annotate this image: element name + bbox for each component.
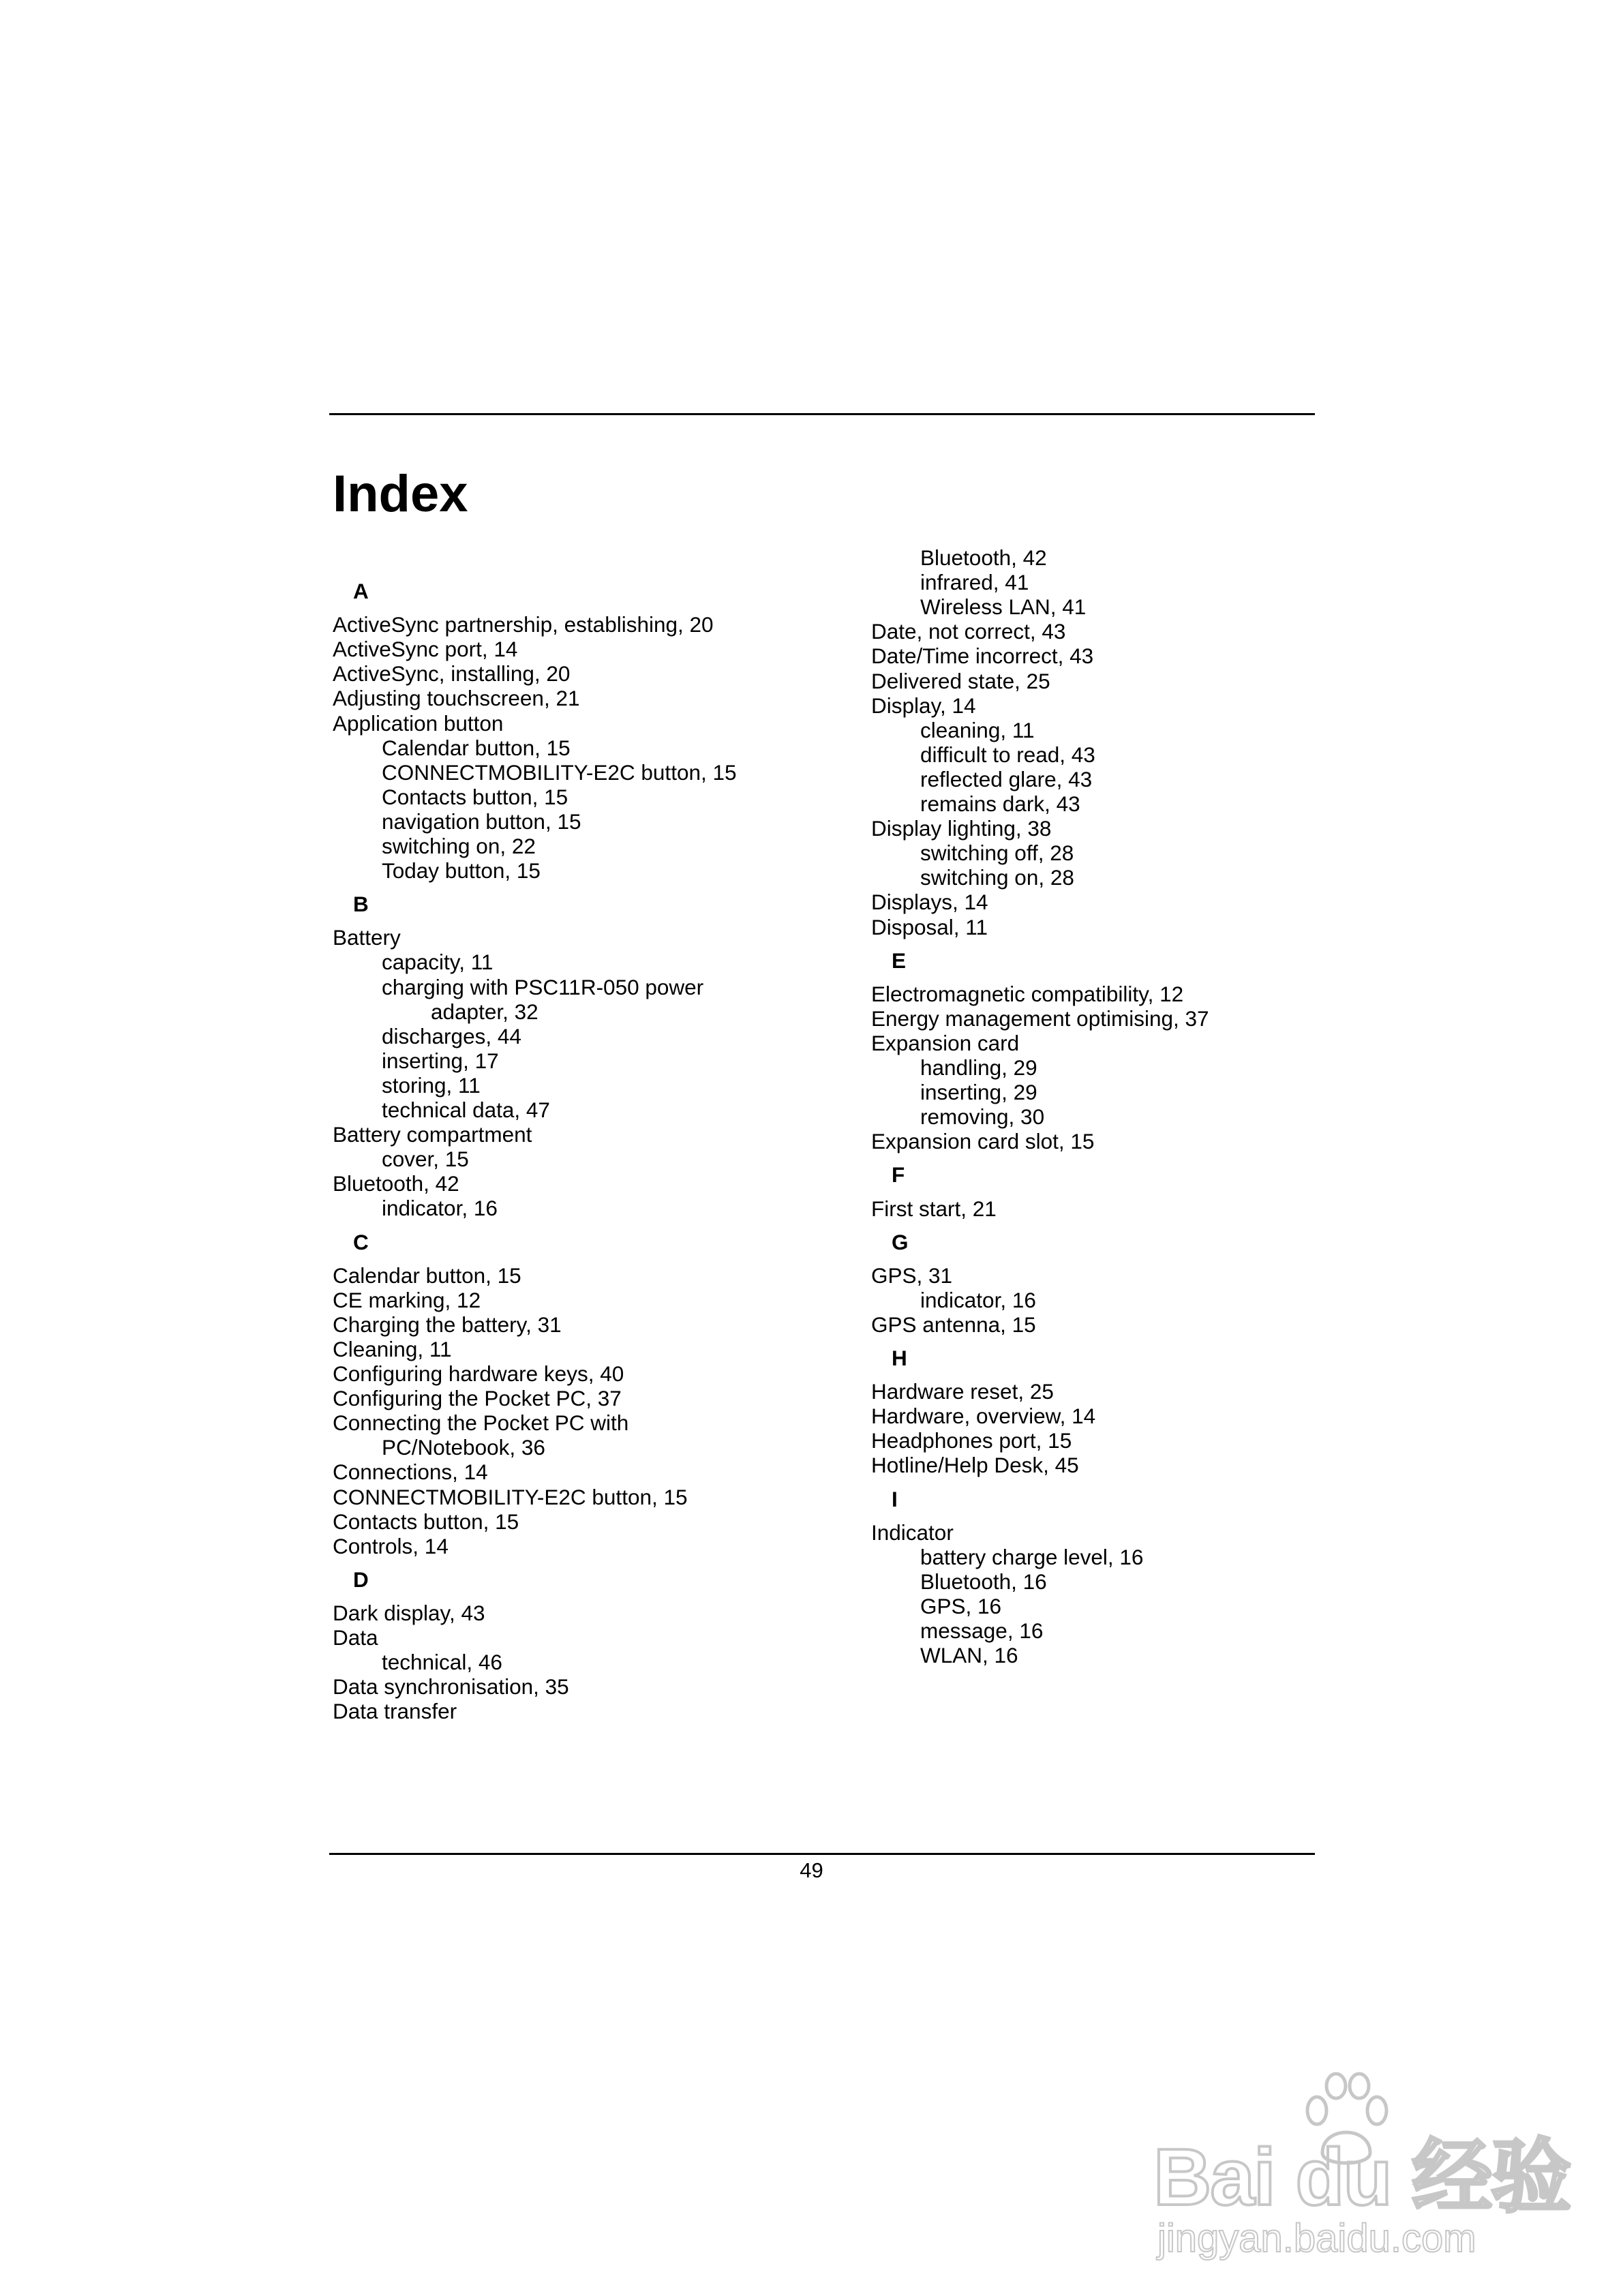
index-section-letter: E [892, 948, 907, 973]
index-entry: Hardware, overview, 14 [871, 1404, 1096, 1429]
index-subentry: handling, 29 [920, 1055, 1037, 1080]
index-entry: ActiveSync port, 14 [333, 637, 518, 662]
index-subentry: indicator, 16 [920, 1287, 1036, 1312]
index-subentry: Calendar button, 15 [382, 735, 571, 760]
index-entry: Expansion card slot, 15 [871, 1129, 1095, 1154]
index-subentry: inserting, 29 [920, 1080, 1037, 1105]
index-entry: First start, 21 [871, 1196, 997, 1221]
baidu-watermark [1153, 2059, 1571, 2263]
index-subentry: charging with PSC11R-050 power [382, 974, 704, 999]
index-section-letter: H [892, 1346, 907, 1370]
bottom-rule [329, 1853, 1315, 1855]
index-subentry: cleaning, 11 [920, 717, 1035, 742]
index-entry: Battery compartment [333, 1122, 532, 1147]
index-entry: Bluetooth, 42 [333, 1171, 459, 1196]
index-entry: Contacts button, 15 [333, 1509, 519, 1534]
index-subentry: Today button, 15 [382, 858, 541, 883]
index-entry: Data transfer [333, 1699, 457, 1724]
index-entry: Connecting the Pocket PC with [333, 1410, 629, 1436]
index-entry: Configuring hardware keys, 40 [333, 1361, 624, 1386]
index-section-letter: G [892, 1229, 909, 1254]
index-subentry: switching off, 28 [920, 841, 1074, 866]
index-section-letter: A [353, 579, 369, 603]
index-entry: Controls, 14 [333, 1533, 449, 1558]
index-subentry: Wireless LAN, 41 [920, 594, 1087, 620]
index-entry: Headphones port, 15 [871, 1428, 1072, 1453]
index-entry: Data [333, 1625, 378, 1650]
index-entry: Hardware reset, 25 [871, 1379, 1054, 1404]
index-entry: Configuring the Pocket PC, 37 [333, 1386, 622, 1411]
index-subentry: remains dark, 43 [920, 791, 1080, 816]
watermark-logo-text: Bai du 经验 [1153, 2132, 1571, 2222]
index-entry: Displays, 14 [871, 890, 988, 915]
index-subentry: infrared, 41 [920, 570, 1029, 595]
index-subentry: GPS, 16 [920, 1593, 1002, 1618]
index-entry: Energy management optimising, 37 [871, 1006, 1209, 1031]
index-subentry: inserting, 17 [382, 1048, 499, 1073]
index-subentry: CONNECTMOBILITY-E2C button, 15 [382, 759, 737, 785]
index-entry: Indicator [871, 1520, 954, 1545]
index-entry: Data synchronisation, 35 [333, 1674, 569, 1700]
index-entry: CONNECTMOBILITY-E2C button, 15 [333, 1484, 688, 1509]
index-entry: Delivered state, 25 [871, 668, 1050, 693]
index-entry: Disposal, 11 [871, 914, 988, 939]
index-section-letter: F [892, 1162, 905, 1188]
index-subentry: technical data, 47 [382, 1098, 550, 1122]
index-entry: ActiveSync partnership, establishing, 20 [333, 612, 714, 637]
index-subentry: battery charge level, 16 [920, 1544, 1144, 1569]
index-subentry: difficult to read, 43 [920, 742, 1095, 767]
index-entry: Date, not correct, 43 [871, 619, 1066, 644]
top-rule [329, 413, 1315, 415]
index-subentry: Contacts button, 15 [382, 784, 568, 809]
index-entry: Application button [333, 710, 504, 736]
index-subentry: switching on, 28 [920, 865, 1074, 890]
index-entry: Dark display, 43 [333, 1600, 485, 1625]
index-entry: Electromagnetic compatibility, 12 [871, 981, 1184, 1006]
index-subentry: Bluetooth, 16 [920, 1569, 1047, 1594]
index-subentry: storing, 11 [382, 1072, 481, 1098]
index-entry: Hotline/Help Desk, 45 [871, 1453, 1079, 1478]
index-subentry: WLAN, 16 [920, 1643, 1018, 1668]
index-entry: Battery [333, 925, 401, 950]
index-subentry: cover, 15 [382, 1147, 469, 1172]
index-section-letter: B [353, 892, 369, 917]
index-section-letter: C [353, 1229, 369, 1254]
page-title: Index [333, 465, 468, 523]
index-entry: GPS, 31 [871, 1263, 953, 1288]
index-entry: Cleaning, 11 [333, 1336, 452, 1361]
index-entry: Connections, 14 [333, 1460, 488, 1485]
index-subentry: discharges, 44 [382, 1023, 521, 1048]
index-entry: ActiveSync, installing, 20 [333, 661, 571, 686]
index-entry: Calendar button, 15 [333, 1263, 521, 1288]
index-subentry: capacity, 11 [382, 950, 494, 975]
index-subentry: Bluetooth, 42 [920, 545, 1047, 570]
index-entry: Expansion card [871, 1030, 1020, 1055]
index-entry: CE marking, 12 [333, 1287, 481, 1312]
index-entry: GPS antenna, 15 [871, 1312, 1036, 1337]
index-subentry: switching on, 22 [382, 834, 536, 858]
index-entry-continuation: adapter, 32 [431, 999, 539, 1024]
index-entry: Adjusting touchscreen, 21 [333, 686, 580, 711]
index-subentry: indicator, 16 [382, 1196, 498, 1221]
page-number: 49 [800, 1858, 823, 1882]
index-subentry: reflected glare, 43 [920, 766, 1093, 791]
index-subentry: PC/Notebook, 36 [382, 1435, 545, 1460]
watermark-url: jingyan.baidu.com [1157, 2216, 1476, 2261]
index-entry: Charging the battery, 31 [333, 1312, 562, 1337]
index-section-letter: D [353, 1567, 369, 1592]
index-subentry: navigation button, 15 [382, 809, 581, 834]
index-entry: Date/Time incorrect, 43 [871, 644, 1094, 669]
index-subentry: technical, 46 [382, 1650, 502, 1675]
index-subentry: removing, 30 [920, 1104, 1045, 1130]
index-section-letter: I [892, 1486, 898, 1511]
index-entry: Display lighting, 38 [871, 816, 1052, 841]
index-subentry: message, 16 [920, 1618, 1044, 1643]
index-entry: Display, 14 [871, 693, 976, 718]
